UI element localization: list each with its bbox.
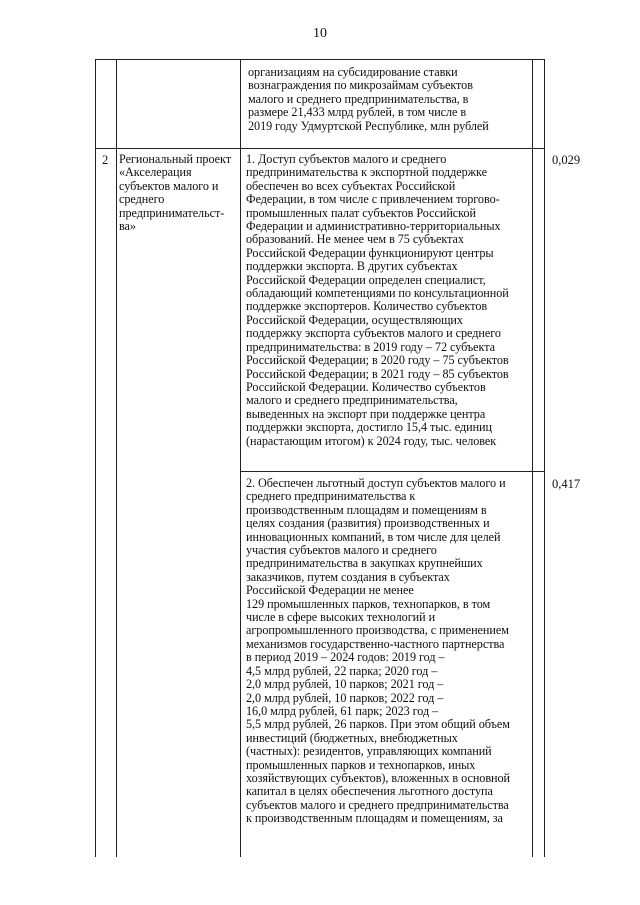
column-divider-3 [532,60,533,857]
row-2-result-2-value: 0,417 [552,477,581,491]
row-2-result-1-text: 1. Доступ субъектов малого и среднего предпринимательства к экспортной поддержке обеспечен во всех субъектах Российской Федерации, в том числе с привлечением торгово- промышленных палат субъектов Российской Федерации и административно-территориальных образований. Не менее чем в 75 субъектах Российской Федерации функционируют центры поддержки экспорта. В других субъектах Российской Федерации определен специалист, обладающий компетенциями по консультационной поддержке экспортеров. Количество субъектов Российской Федерации, осуществляющих поддержку экспорта субъектов малого и среднего предпринимательства: в 2019 году – 72 субъекта Российской Федерации; в 2020 году – 75 субъектов Российской Федерации; в 2021 году – 85 субъектов Российской Федерации. Количество субъектов малого и среднего предпринимательства, выведенных на экспорт при поддержке центра поддержки экспорта, достигло 15,4 тыс. единиц (нарастающим итогом) к 2024 году, тыс. человек [246,152,509,448]
row-2-result-2-text: 2. Обеспечен льготный доступ субъектов малого и среднего предпринимательства к производственным площадям и помещениям в целях создания (развития) производственных и инновационных компаний, в том числе для целей участия субъектов малого и среднего предпринимательства в закупках крупнейших заказчиков, путем создания в субъектах Российской Федерации не менее 129 промышленных парков, технопарков, в том числе в сфере высоких технологий и агропромышленного производства, с применением механизмов государственно-частного партнерства в период 2019 – 2024 годов: 2019 год – 4,5 млрд рублей, 22 парка; 2020 год – 2,0 млрд рублей, 10 парков; 2021 год – 2,0 млрд рублей, 10 парков; 2022 год – 16,0 млрд рублей, 61 парк; 2023 год – 5,5 млрд рублей, 26 парков. При этом общий объем инвестиций (бюджетных, внебюджетных (частных): резидентов, управляющих компаний промышленных парков и технопарков, иных хозяйствующих субъектов), вложенных в основной капитал в целях обеспечения льготного доступа субъектов малого и среднего предпринимательства к производственным площадям и помещениям, за [246,476,511,826]
page-number: 10 [313,26,327,41]
row-2-number: 2 [102,153,109,167]
row-2-project-name: Региональный проект «Акселерация субъектов малого и среднего предпринимательст- ва» [119,152,232,234]
column-divider-2 [240,60,241,857]
row-1-result-text: организациям на субсидирование ставки вознаграждения по микрозаймам субъектов малого и среднего предпринимательства, в размере 21,433 млрд рублей, в том числе в 2019 году Удмуртской Республике, млн рублей [248,65,489,133]
indicator-table [95,59,581,857]
column-divider-1 [116,60,117,857]
row-2-result-1-value: 0,029 [552,153,581,167]
row-divider-2 [240,471,544,472]
row-divider-1 [96,148,544,149]
